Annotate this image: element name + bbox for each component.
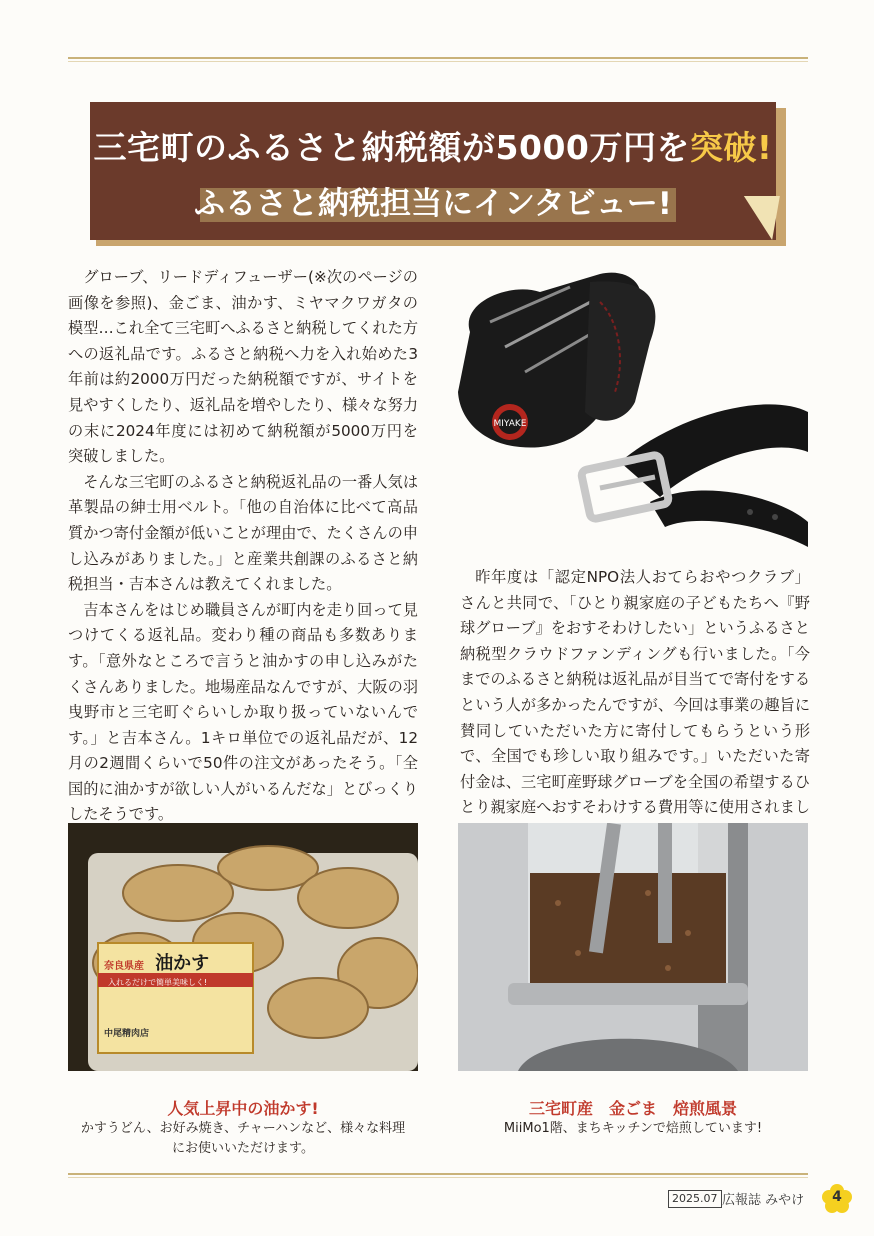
glove-badge: MIYAKE — [493, 419, 527, 429]
page-number: 4 — [832, 1189, 842, 1205]
sesame-caption-text: MiiMo1階、まちキッチンで焙煎しています! — [503, 1121, 763, 1136]
paragraph: 吉本さんをはじめ職員さんが町内を走り回って見つけてくる返礼品。変わり種の商品も多数あります。「意外なところで言うと油かすの申し込みがたくさんありました。地場産品なんですが、大阪の羽曳野市と三宅町ぐらいしか取り扱っていないんです。」と吉本さん。1キロ単位での返礼品だが、12月の2週間くらいで50件の注文があったそう。「全国的に油かすが欲しい人がいるんだな」とびっくりしたそうです。 — [68, 600, 418, 824]
label-product-name: 油かす — [155, 953, 210, 974]
issue-date: 2025.07 — [668, 1190, 722, 1208]
label-origin: 奈良県 — [104, 961, 134, 972]
sesame-caption-title: 三宅町産 金ごま 焙煎風景 — [528, 1099, 737, 1118]
aburakasu-caption-title: 人気上昇中の油かす! — [167, 1099, 319, 1118]
bottom-rule — [68, 1173, 808, 1175]
aburakasu-caption-text: かすうどん、お好み焼き、チャーハンなど、様々な料理にお使いいただけます。 — [80, 1121, 406, 1156]
paragraph: そんな三宅町のふるさと納税返礼品の一番人気は革製品の紳士用ベルト。「他の自治体に比べて高品質かつ寄付金額が低いことが理由で、たくさんの申し込みがありました。」と産業共創課のふるさと納税担当・吉本さんは教えてくれました。 — [68, 472, 418, 594]
paragraph: 昨年度は「認定NPO法人おてらおやつクラブ」さんと共同で、「ひとり親家庭の子どもたちへ『野球グローブ』をおすそわけしたい」というふるさと納税型クラウドファンディングも行いました。「今までのふるさと納税は返礼品が目当てで寄付をするという人が多かったんですが、今回は事業の趣旨に賛同していただいた方に寄付してもらうという形で、全国でも珍しい取り組みです。」いただいた寄付金は、三宅町産野球グローブを全国の希望するひとり親家庭へおすそわけする費用等に使用されまし — [460, 568, 810, 817]
baseball-glove-icon — [458, 273, 655, 448]
headline-line-2: ふるさと納税担当にインタビュー! — [194, 186, 672, 222]
glove-belt-photo — [450, 262, 810, 560]
label-tagline: 入れるだけで簡単美味しく! — [108, 978, 208, 987]
headline-accent: 突破! — [689, 128, 773, 167]
label-origin-suffix: 産 — [134, 961, 144, 972]
roaster-illustration — [458, 823, 808, 1071]
sesame-roasting-photo — [458, 823, 808, 1071]
headline-text: 三宅町のふるさと納税額が5000万円を — [93, 128, 690, 167]
leather-belt-icon — [581, 404, 808, 547]
magazine-title: 広報誌 みやけ — [722, 1193, 805, 1208]
product-label — [104, 949, 254, 1039]
headline-line-1 — [90, 122, 776, 169]
glove-belt-illustration — [450, 262, 810, 560]
aburakasu-photo — [68, 823, 418, 1071]
top-rule — [68, 57, 808, 59]
label-shop: 中尾精肉店 — [104, 1029, 150, 1039]
article-right-column — [460, 565, 810, 847]
article-left-column — [68, 265, 418, 828]
paragraph: グローブ、リードディフューザー(※次のページの画像を参照)、金ごま、油かす、ミヤマクワガタの模型…これ全て三宅町へふるさと納税してくれた方への返礼品です。ふるさと納税へ力を入れ始めた3年前は約2000万円だった納税額ですが、サイトを見やすくしたり、返礼品を増やしたり、様々な努力の末に2024年度には初めて納税額が5000万円を突破しました。 — [68, 268, 418, 466]
